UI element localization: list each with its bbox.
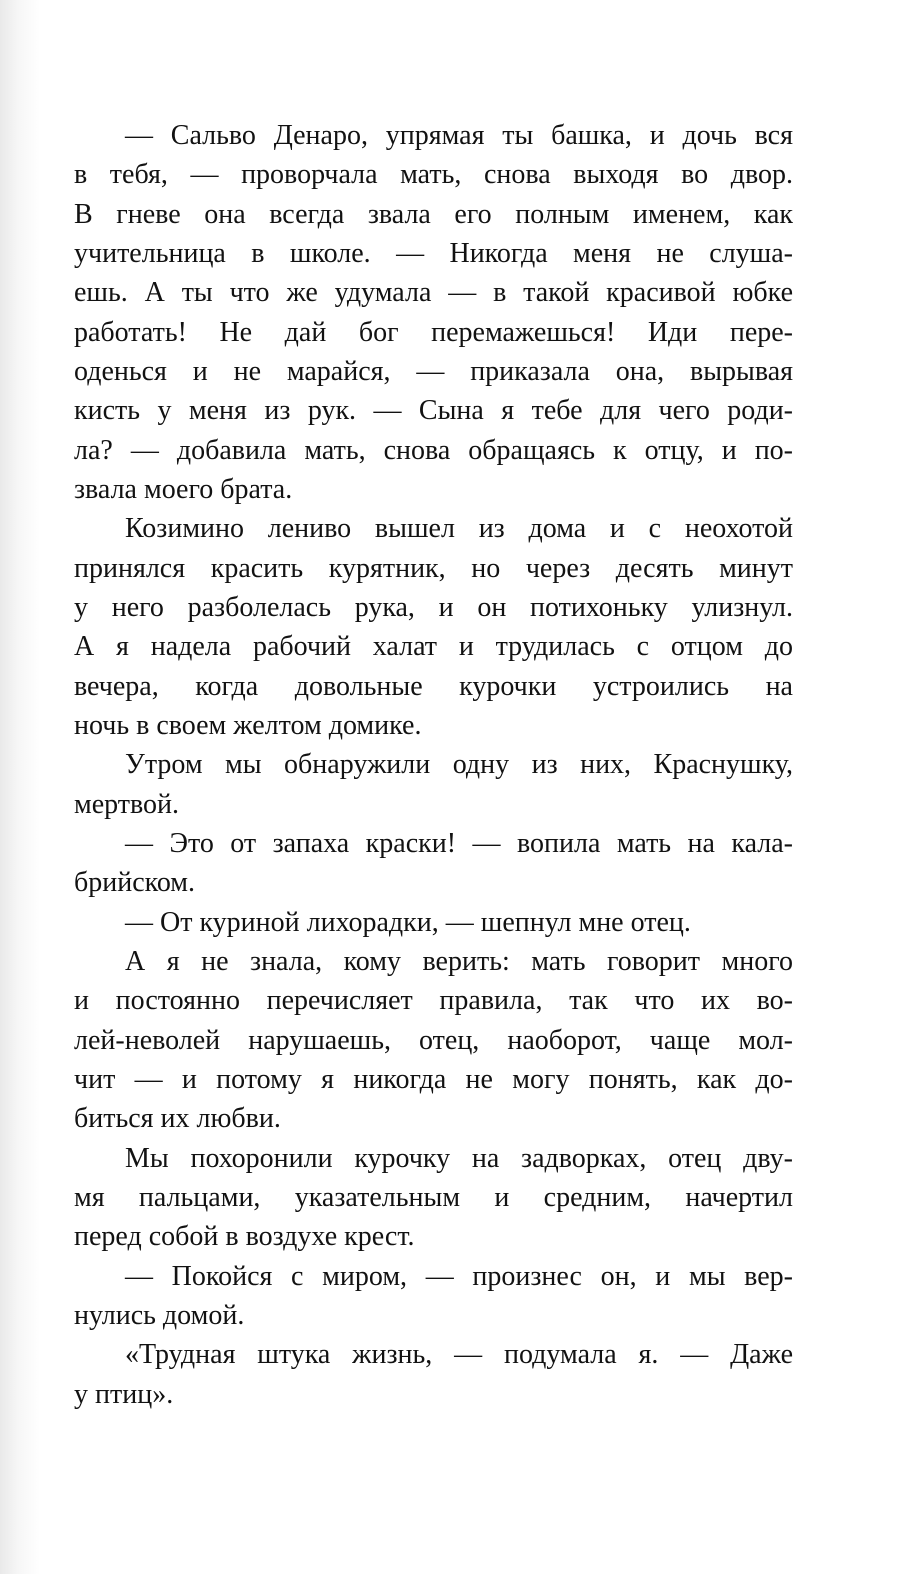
paragraph bbox=[74, 942, 793, 1139]
text-line: у него разболелась рука, и он потихоньку улизнул. bbox=[74, 591, 793, 623]
paragraph bbox=[74, 509, 793, 745]
text-line: и постоянно перечисляет правила, так что их во- bbox=[74, 985, 793, 1017]
text-line: — От куриной лихорадки, — шепнул мне отец. bbox=[125, 906, 691, 938]
text-line: А я надела рабочий халат и трудилась с отцом до bbox=[74, 631, 793, 663]
text-line: принялся красить курятник, но через десять минут bbox=[74, 552, 793, 584]
text-line: кисть у меня из рук. — Сына я тебе для чего роди- bbox=[74, 395, 793, 427]
text-line: А я не знала, кому верить: мать говорит много bbox=[125, 945, 793, 977]
text-line: мя пальцами, указательным и средним, начертил bbox=[74, 1181, 793, 1213]
text-line: нулись домой. bbox=[74, 1299, 245, 1331]
text-line: в тебя, — проворчала мать, снова выходя во двор. bbox=[74, 159, 793, 191]
text-line: — Покойся с миром, — произнес он, и мы вер- bbox=[125, 1260, 793, 1292]
paragraph bbox=[74, 1257, 793, 1336]
text-line: Утром мы обнаружили одну из них, Краснушку, bbox=[125, 749, 793, 781]
text-line: Мы похоронили курочку на задворках, отец дву- bbox=[125, 1142, 793, 1174]
text-line: вечера, когда довольные курочки устроились на bbox=[74, 670, 793, 702]
text-line: — Это от запаха краски! — вопила мать на кала- bbox=[125, 827, 793, 859]
text-line: лей-неволей нарушаешь, отец, наоборот, чаще мол- bbox=[74, 1024, 793, 1056]
paragraph bbox=[74, 903, 793, 942]
paragraph bbox=[74, 1335, 793, 1414]
text-line: работать! Не дай бог перемажешься! Иди пере- bbox=[74, 316, 793, 348]
text-line: звала моего брата. bbox=[74, 473, 293, 505]
text-line: оденься и не марайся, — приказала она, вырывая bbox=[74, 355, 793, 387]
text-line: перед собой в воздухе крест. bbox=[74, 1221, 415, 1253]
text-line: мертвой. bbox=[74, 788, 180, 820]
paragraph bbox=[74, 824, 793, 903]
page-edge-gradient bbox=[0, 0, 40, 1574]
text-line: брийском. bbox=[74, 867, 196, 899]
text-line: биться их любви. bbox=[74, 1103, 281, 1135]
text-line: Козимино лениво вышел из дома и с неохотой bbox=[125, 513, 793, 545]
text-line: В гневе она всегда звала его полным именем, как bbox=[74, 198, 793, 230]
text-line: ночь в своем желтом домике. bbox=[74, 709, 422, 741]
text-line: — Сальво Денаро, упрямая ты башка, и дочь вся bbox=[125, 120, 793, 151]
text-line: у птиц». bbox=[74, 1378, 174, 1410]
text-line: учительница в школе. — Никогда меня не слуша- bbox=[74, 237, 793, 269]
paragraph bbox=[74, 1139, 793, 1257]
book-text-content bbox=[74, 116, 793, 1414]
paragraph bbox=[74, 745, 793, 824]
text-line: «Трудная штука жизнь, — подумала я. — Даже bbox=[125, 1339, 793, 1371]
text-line: чит — и потому я никогда не могу понять, как до- bbox=[74, 1063, 793, 1095]
paragraph bbox=[74, 116, 793, 509]
text-line: ешь. А ты что же удумала — в такой красивой юбке bbox=[74, 277, 793, 309]
text-line: ла? — добавила мать, снова обращаясь к отцу, и по- bbox=[74, 434, 793, 466]
